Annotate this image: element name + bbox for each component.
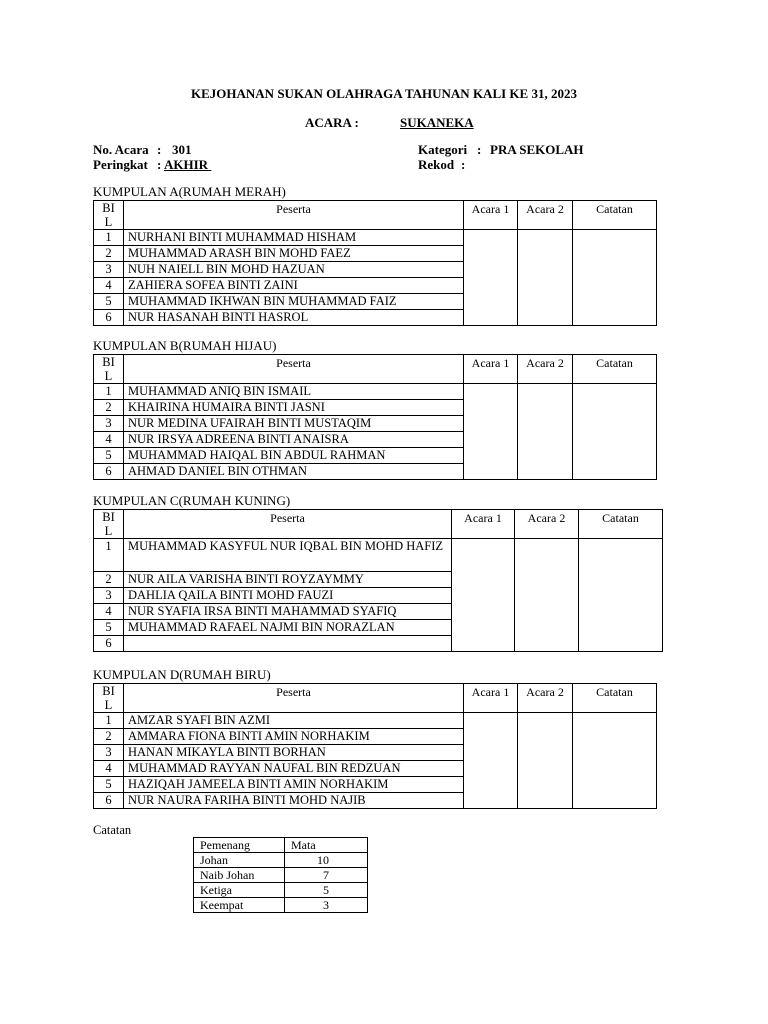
- participant-name: MUHAMMAD IKHWAN BIN MUHAMMAD FAIZ: [124, 294, 464, 310]
- participant-name: NUR MEDINA UFAIRAH BINTI MUSTAQIM: [124, 416, 464, 432]
- mata-cell: 7: [285, 868, 368, 883]
- row-number: 4: [94, 278, 124, 294]
- table-row: [194, 868, 368, 883]
- group-d-title: KUMPULAN D(RUMAH BIRU): [93, 667, 271, 682]
- row-number: 2: [94, 572, 124, 588]
- participant-name: [124, 636, 452, 652]
- catatan-header: Catatan: [579, 510, 663, 539]
- participant-name: MUHAMMAD RAYYAN NAUFAL BIN REDZUAN: [124, 761, 464, 777]
- page-title: KEJOHANAN SUKAN OLAHRAGA TAHUNAN KALI KE 31, 2023: [191, 86, 577, 101]
- row-number: 5: [94, 294, 124, 310]
- acara1-header: Acara 1: [464, 684, 518, 713]
- row-number: 2: [94, 729, 124, 745]
- row-number: 2: [94, 246, 124, 262]
- row-number: 1: [94, 384, 124, 400]
- pemenang-cell: Ketiga: [194, 883, 285, 898]
- row-number: 1: [94, 539, 124, 572]
- rekod-sep: :: [461, 157, 466, 172]
- participant-name: NUH NAIELL BIN MOHD HAZUAN: [124, 262, 464, 278]
- acara2-header: Acara 2: [518, 684, 573, 713]
- participant-name: AMZAR SYAFI BIN AZMI: [124, 713, 464, 729]
- catatan-header: Catatan: [573, 684, 657, 713]
- mata-cell: 5: [285, 883, 368, 898]
- acara2-cell[interactable]: [515, 539, 579, 652]
- participant-name: NUR HASANAH BINTI HASROL: [124, 310, 464, 326]
- acara1-header: Acara 1: [452, 510, 515, 539]
- table-row: [194, 898, 368, 913]
- peserta-header: Peserta: [124, 510, 452, 539]
- row-number: 1: [94, 230, 124, 246]
- kategori-sep: :: [477, 142, 482, 157]
- acara2-cell[interactable]: [518, 713, 573, 809]
- participant-name: NUR NAURA FARIHA BINTI MOHD NAJIB: [124, 793, 464, 809]
- group-b-table: [93, 354, 657, 480]
- catatan-cell[interactable]: [573, 713, 657, 809]
- peserta-header: Peserta: [124, 684, 464, 713]
- row-number: 6: [94, 793, 124, 809]
- table-row: [194, 853, 368, 868]
- participant-name: NUR IRSYA ADREENA BINTI ANAISRA: [124, 432, 464, 448]
- bil-header: BI L: [94, 201, 124, 230]
- points-table: [193, 837, 368, 913]
- catatan-cell[interactable]: [573, 230, 657, 326]
- catatan-header: Catatan: [573, 201, 657, 230]
- peringkat-value: AKHIR: [164, 157, 212, 172]
- acara2-header: Acara 2: [518, 355, 573, 384]
- catatan-cell[interactable]: [573, 384, 657, 480]
- acara-value: SUKANEKA: [400, 115, 474, 130]
- participant-name: ZAHIERA SOFEA BINTI ZAINI: [124, 278, 464, 294]
- row-number: 4: [94, 604, 124, 620]
- kategori-value: PRA SEKOLAH: [490, 142, 584, 157]
- participant-name: HAZIQAH JAMEELA BINTI AMIN NORHAKIM: [124, 777, 464, 793]
- table-row: [94, 384, 657, 400]
- participant-name: NUR SYAFIA IRSA BINTI MAHAMMAD SYAFIQ: [124, 604, 452, 620]
- acara2-header: Acara 2: [518, 201, 573, 230]
- acara1-header: Acara 1: [464, 355, 518, 384]
- pemenang-cell: Keempat: [194, 898, 285, 913]
- participant-name: NURHANI BINTI MUHAMMAD HISHAM: [124, 230, 464, 246]
- no-acara-value: 301: [172, 142, 192, 157]
- row-number: 6: [94, 636, 124, 652]
- acara1-header: Acara 1: [464, 201, 518, 230]
- acara1-cell[interactable]: [452, 539, 515, 652]
- group-d-table: [93, 683, 657, 809]
- acara2-cell[interactable]: [518, 384, 573, 480]
- group-c-table: [93, 509, 663, 652]
- bil-header: BI L: [94, 355, 124, 384]
- row-number: 4: [94, 761, 124, 777]
- acara1-cell[interactable]: [464, 713, 518, 809]
- participant-name: HANAN MIKAYLA BINTI BORHAN: [124, 745, 464, 761]
- row-number: 5: [94, 448, 124, 464]
- peringkat-sep: :: [157, 157, 162, 172]
- row-number: 6: [94, 310, 124, 326]
- participant-name: MUHAMMAD HAIQAL BIN ABDUL RAHMAN: [124, 448, 464, 464]
- participant-name: MUHAMMAD KASYFUL NUR IQBAL BIN MOHD HAFIZ: [124, 539, 452, 572]
- peserta-header: Peserta: [124, 201, 464, 230]
- participant-name: AMMARA FIONA BINTI AMIN NORHAKIM: [124, 729, 464, 745]
- participant-name: DAHLIA QAILA BINTI MOHD FAUZI: [124, 588, 452, 604]
- group-b-title: KUMPULAN B(RUMAH HIJAU): [93, 338, 277, 353]
- acara-label: ACARA :: [305, 115, 359, 130]
- acara1-cell[interactable]: [464, 384, 518, 480]
- table-row: [94, 539, 663, 572]
- catatan-cell[interactable]: [579, 539, 663, 652]
- pemenang-cell: Naib Johan: [194, 868, 285, 883]
- bil-header: BI L: [94, 684, 124, 713]
- pemenang-header: Pemenang: [194, 838, 285, 853]
- no-acara-label: No. Acara: [93, 142, 149, 157]
- row-number: 1: [94, 713, 124, 729]
- no-acara-sep: :: [157, 142, 162, 157]
- table-row: [94, 230, 657, 246]
- catatan-header: Catatan: [573, 355, 657, 384]
- row-number: 3: [94, 416, 124, 432]
- row-number: 3: [94, 262, 124, 278]
- kategori-label: Kategori: [418, 142, 468, 157]
- acara2-cell[interactable]: [518, 230, 573, 326]
- table-row: [94, 713, 657, 729]
- mata-cell: 10: [285, 853, 368, 868]
- row-number: 4: [94, 432, 124, 448]
- peringkat-label: Peringkat: [93, 157, 148, 172]
- rekod-label: Rekod: [418, 157, 455, 172]
- participant-name: AHMAD DANIEL BIN OTHMAN: [124, 464, 464, 480]
- participant-name: MUHAMMAD ANIQ BIN ISMAIL: [124, 384, 464, 400]
- group-c-title: KUMPULAN C(RUMAH KUNING): [93, 493, 291, 508]
- participant-name: KHAIRINA HUMAIRA BINTI JASNI: [124, 400, 464, 416]
- bil-header: BI L: [94, 510, 124, 539]
- row-number: 6: [94, 464, 124, 480]
- row-number: 3: [94, 588, 124, 604]
- pemenang-cell: Johan: [194, 853, 285, 868]
- mata-cell: 3: [285, 898, 368, 913]
- group-a-title: KUMPULAN A(RUMAH MERAH): [93, 184, 286, 199]
- peserta-header: Peserta: [124, 355, 464, 384]
- row-number: 3: [94, 745, 124, 761]
- row-number: 2: [94, 400, 124, 416]
- row-number: 5: [94, 620, 124, 636]
- table-row: [194, 883, 368, 898]
- participant-name: MUHAMMAD ARASH BIN MOHD FAEZ: [124, 246, 464, 262]
- acara2-header: Acara 2: [515, 510, 579, 539]
- acara1-cell[interactable]: [464, 230, 518, 326]
- participant-name: MUHAMMAD RAFAEL NAJMI BIN NORAZLAN: [124, 620, 452, 636]
- notes-label: Catatan: [93, 823, 132, 837]
- mata-header: Mata: [285, 838, 368, 853]
- participant-name: NUR AILA VARISHA BINTI ROYZAYMMY: [124, 572, 452, 588]
- group-a-table: [93, 200, 657, 326]
- row-number: 5: [94, 777, 124, 793]
